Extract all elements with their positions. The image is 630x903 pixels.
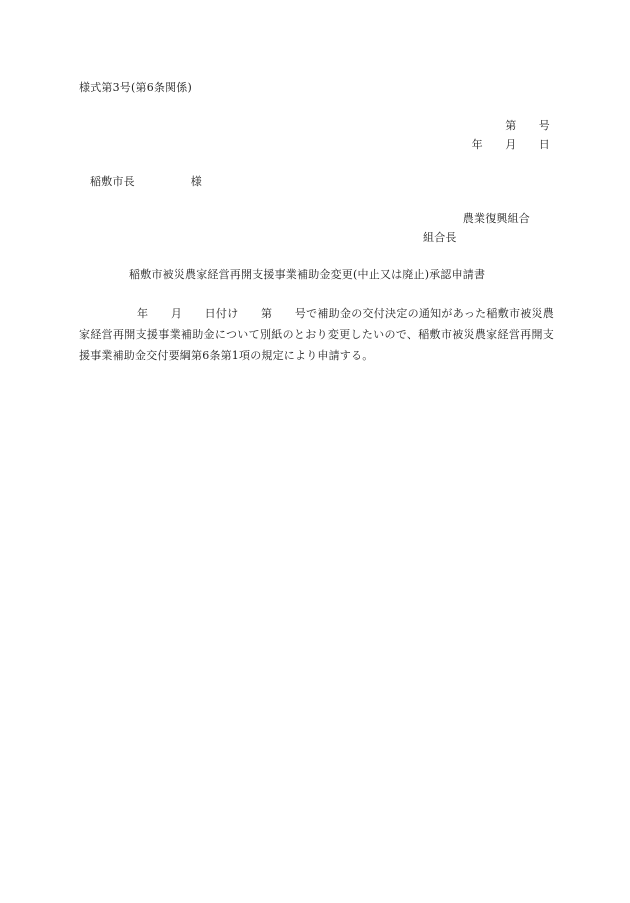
document-body: 年 月 日付け 第 号で補助金の交付決定の通知があった稲敷市被災農家経営再開支援事業補助金について別紙のとおり変更したいので、稲敷市被災農家経営再開支援事業補助金交付要綱第6条第1項の規定により申請する。 bbox=[79, 307, 554, 362]
applicant-title: 組合長 bbox=[423, 231, 457, 244]
applicant-organization: 農業復興組合 bbox=[462, 212, 530, 225]
reference-number: 第 号 bbox=[505, 119, 550, 132]
document-title: 稲敷市被災農家経営再開支援事業補助金変更(中止又は廃止)承認申請書 bbox=[129, 268, 486, 281]
form-number: 様式第3号(第6条関係) bbox=[79, 81, 192, 94]
addressee: 稲敷市長 様 bbox=[90, 175, 202, 188]
document-date: 年 月 日 bbox=[471, 138, 550, 151]
